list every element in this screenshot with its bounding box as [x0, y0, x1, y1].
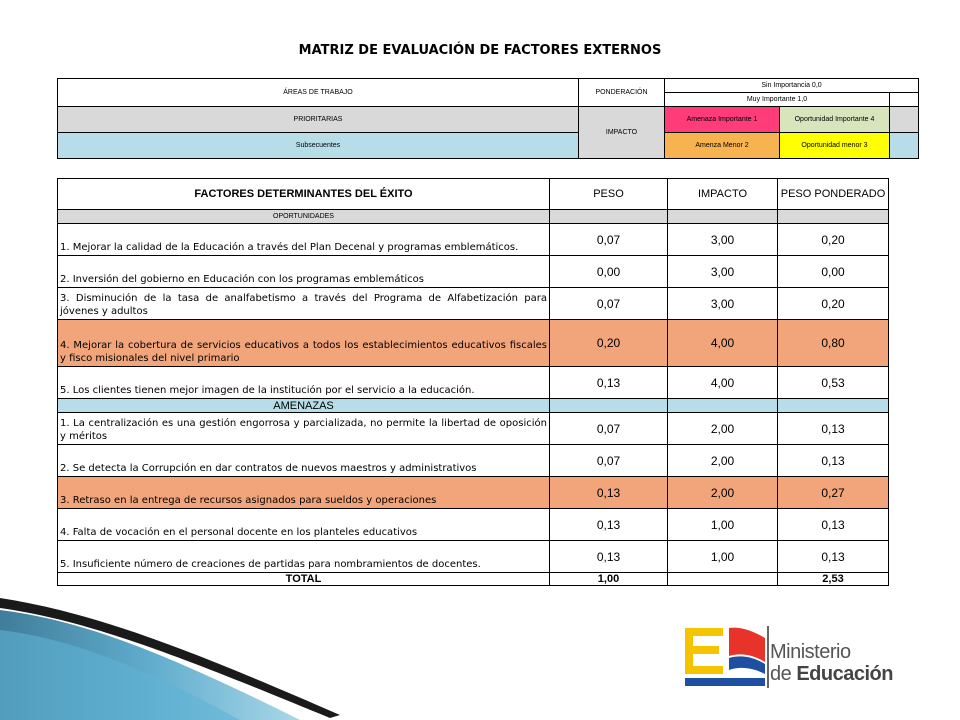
- table-row: [58, 413, 889, 445]
- ponderado-value: 0,00: [778, 256, 889, 288]
- section-empty-cell: [550, 399, 668, 413]
- total-peso: 1,00: [550, 573, 668, 586]
- section-empty-cell: [778, 399, 889, 413]
- ponderado-value: 0,20: [778, 224, 889, 256]
- section-empty-cell: [778, 210, 889, 224]
- ponderado-value: 0,20: [778, 288, 889, 320]
- peso-value: 0,07: [550, 224, 668, 256]
- impacto-value: 1,00: [668, 509, 778, 541]
- impacto-value: 2,00: [668, 413, 778, 445]
- impacto-header: IMPACTO: [668, 179, 778, 210]
- legend-gray-cell: [890, 107, 919, 133]
- table-row: [58, 288, 889, 320]
- peso-value: 0,13: [550, 509, 668, 541]
- logo-text-ministerio: Ministerio: [770, 641, 851, 663]
- impacto-value: 3,00: [668, 288, 778, 320]
- logo-text-de: de: [770, 663, 797, 685]
- impacto-value: 2,00: [668, 445, 778, 477]
- section-empty-cell: [550, 210, 668, 224]
- peso-value: 0,07: [550, 288, 668, 320]
- table-row: [58, 256, 889, 288]
- table-row: [58, 224, 889, 256]
- impacto-value: 2,00: [668, 477, 778, 509]
- ponderado-value: 0,13: [778, 509, 889, 541]
- impacto-value: 3,00: [668, 224, 778, 256]
- ponderado-value: 0,13: [778, 413, 889, 445]
- factores-header: FACTORES DETERMINANTES DEL ÉXITO: [58, 179, 550, 210]
- legend-blue-cell: [890, 133, 919, 159]
- total-label: TOTAL: [58, 573, 550, 586]
- peso-value: 0,20: [550, 320, 668, 367]
- total-empty-cell: [668, 573, 778, 586]
- amenazas-section-label: AMENAZAS: [58, 399, 550, 413]
- factor-text: 5. Insuficiente número de creaciones de partidas para nombramientos de docentes.: [58, 541, 550, 573]
- factor-text: 2. Se detecta la Corrupción en dar contratos de nuevos maestros y administrativos: [58, 445, 550, 477]
- table-row: [58, 541, 889, 573]
- table-row: [58, 509, 889, 541]
- peso-value: 0,07: [550, 413, 668, 445]
- section-empty-cell: [668, 210, 778, 224]
- ponderado-value: 0,27: [778, 477, 889, 509]
- factor-text: 4. Mejorar la cobertura de servicios educativos a todos los establecimientos educativos fiscales y fisco misionales del nivel primario: [58, 320, 550, 367]
- factor-text: 3. Disminución de la tasa de analfabetismo a través del Programa de Alfabetización para jóvenes y adultos: [58, 288, 550, 320]
- table-row: [58, 367, 889, 399]
- muy-importante-label: Muy Importante 1,0: [665, 93, 890, 107]
- impacto-label: IMPACTO: [579, 107, 665, 159]
- logo-text-educacion: [770, 663, 893, 686]
- peso-value: 0,07: [550, 445, 668, 477]
- peso-value: 0,13: [550, 367, 668, 399]
- oportunidad-menor-label: Oportunidad menor 3: [780, 133, 890, 159]
- peso-value: 0,13: [550, 477, 668, 509]
- decorative-swoosh: [0, 590, 370, 720]
- factors-table: [57, 178, 889, 586]
- legend-table: [57, 78, 919, 159]
- oportunidad-importante-label: Oportunidad Importante 4: [780, 107, 890, 133]
- factor-text: 3. Retraso en la entrega de recursos asignados para sueldos y operaciones: [58, 477, 550, 509]
- factor-text: 5. Los clientes tienen mejor imagen de la institución por el servicio a la educación.: [58, 367, 550, 399]
- factor-text: 1. Mejorar la calidad de la Educación a través del Plan Decenal y programas emblemáticos.: [58, 224, 550, 256]
- impacto-value: 4,00: [668, 367, 778, 399]
- ponderado-value: 0,13: [778, 445, 889, 477]
- ponderado-value: 0,80: [778, 320, 889, 367]
- peso-value: 0,00: [550, 256, 668, 288]
- factor-text: 4. Falta de vocación en el personal docente en los planteles educativos: [58, 509, 550, 541]
- subsecuentes-label: Subsecuentes: [58, 133, 579, 159]
- peso-header: PESO: [550, 179, 668, 210]
- impacto-value: 1,00: [668, 541, 778, 573]
- ponderacion-label: PONDERACIÓN: [579, 79, 665, 107]
- legend-empty-cell: [890, 93, 919, 107]
- table-row: [58, 445, 889, 477]
- ponderado-value: 0,13: [778, 541, 889, 573]
- areas-de-trabajo-label: ÁREAS DE TRABAJO: [58, 79, 579, 107]
- impacto-value: 4,00: [668, 320, 778, 367]
- prioritarias-label: PRIORITARIAS: [58, 107, 579, 133]
- factor-text: 2. Inversión del gobierno en Educación con los programas emblemáticos: [58, 256, 550, 288]
- sin-importancia-label: Sin Importancia 0,0: [665, 79, 919, 93]
- total-ponderado: 2,53: [778, 573, 889, 586]
- table-row: [58, 320, 889, 367]
- amenaza-menor-label: Amenza Menor 2: [665, 133, 780, 159]
- section-empty-cell: [668, 399, 778, 413]
- ponderado-value: 0,53: [778, 367, 889, 399]
- amenaza-importante-label: Amenaza Importante 1: [665, 107, 780, 133]
- peso-value: 0,13: [550, 541, 668, 573]
- peso-ponderado-header: PESO PONDERADO: [778, 179, 889, 210]
- factor-text: 1. La centralización es una gestión engorrosa y parcializada, no permite la libertad de oposición y méritos: [58, 413, 550, 445]
- impacto-value: 3,00: [668, 256, 778, 288]
- oportunidades-section-label: OPORTUNIDADES: [58, 210, 550, 224]
- logo-text-educacion-bold: Educación: [796, 663, 893, 685]
- page-title: MATRIZ DE EVALUACIÓN DE FACTORES EXTERNOS: [298, 43, 662, 58]
- table-row: [58, 477, 889, 509]
